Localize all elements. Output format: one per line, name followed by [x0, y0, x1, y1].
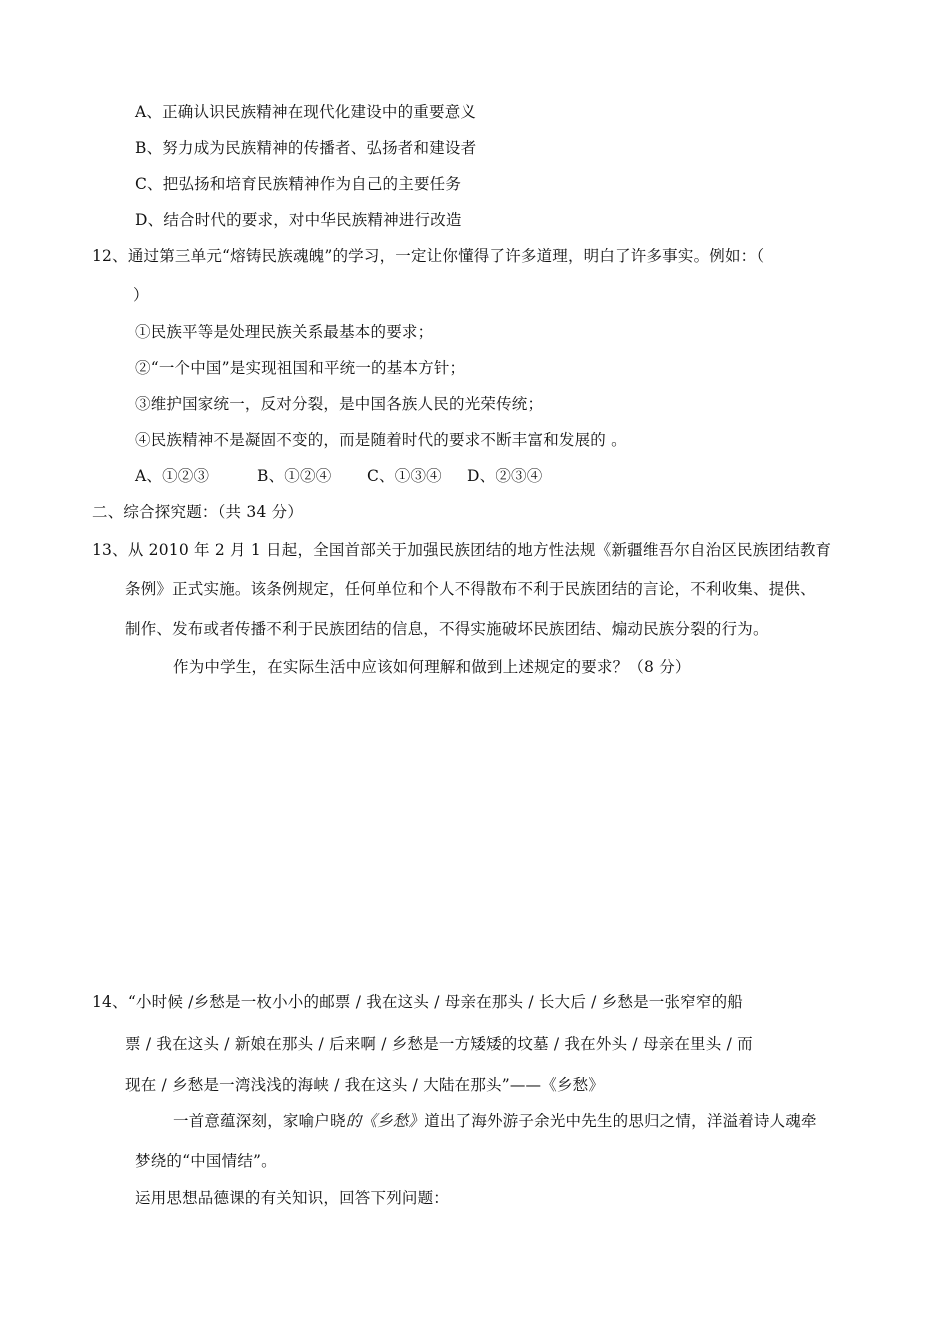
q14-instruction: 运用思想品德课的有关知识，回答下列问题：: [135, 1189, 450, 1207]
q14-intro-text-b: 道出了海外游子余光中先生的思归之情，洋溢着诗人魂牵: [424, 1112, 817, 1130]
q12-choice-d: D、②③④: [467, 467, 543, 485]
q11-option-d: D、结合时代的要求，对中华民族精神进行改造: [135, 211, 462, 229]
q12-choices: [135, 466, 542, 486]
q12-item-3: ③维护国家统一，反对分裂，是中国各族人民的光荣传统；: [135, 395, 544, 413]
q13-question: 作为中学生，在实际生活中应该如何理解和做到上述规定的要求？（8 分）: [173, 658, 691, 676]
q14-line-2: 票 / 我在这头 / 新娘在那头 / 后来啊 / 乡愁是一方矮矮的坟墓 / 我在外头 / 母亲在里头 / 而: [125, 1035, 753, 1053]
q12-item-4: ④民族精神不是凝固不变的，而是随着时代的要求不断丰富和发展的 。: [135, 431, 627, 449]
q13-line-1: 13、从 2010 年 2 月 1 日起，全国首部关于加强民族团结的地方性法规《新疆维吾尔自治区民族团结教育: [92, 541, 832, 559]
q11-option-c: C、把弘扬和培育民族精神作为自己的主要任务: [135, 175, 462, 193]
q14-intro-line-1: [173, 1111, 817, 1131]
q12-item-2: ②“一个中国”是实现祖国和平统一的基本方针；: [135, 359, 466, 377]
q12-item-1: ①民族平等是处理民族关系最基本的要求；: [135, 323, 434, 341]
q13-line-2: 条例》正式实施。该条例规定，任何单位和个人不得散布不利于民族团结的言论，不利收集、提供、: [125, 580, 816, 598]
q14-line-1: 14、“小时候 /乡愁是一枚小小的邮票 / 我在这头 / 母亲在那头 / 长大后 / 乡愁是一张窄窄的船: [92, 993, 744, 1011]
section-2-title: 二、综合探究题：（共 34 分）: [92, 503, 304, 521]
q11-option-b: B、努力成为民族精神的传播者、弘扬者和建设者: [135, 139, 477, 157]
q14-intro-italic: 的《乡愁》: [345, 1112, 425, 1130]
q12-choice-c: C、①③④: [367, 467, 442, 485]
q14-line-3: 现在 / 乡愁是一湾浅浅的海峡 / 我在这头 / 大陆在那头”——《乡愁》: [125, 1076, 605, 1094]
q11-option-a: A、正确认识民族精神在现代化建设中的重要意义: [135, 103, 477, 121]
q14-intro-line-2: 梦绕的“中国情结”。: [135, 1152, 277, 1170]
q12-choice-b: B、①②④: [257, 467, 332, 485]
q12-stem: 12、通过第三单元“熔铸民族魂魄”的学习，一定让你懂得了许多道理，明白了许多事实。例如：（: [92, 247, 765, 265]
q12-choice-a: A、①②③: [135, 467, 210, 485]
q13-line-3: 制作、发布或者传播不利于民族团结的信息，不得实施破坏民族团结、煽动民族分裂的行为。: [125, 620, 769, 638]
q14-intro-text-a: 一首意蕴深刻，家喻户晓: [173, 1112, 346, 1130]
q12-answer-bracket: ）: [133, 286, 149, 304]
